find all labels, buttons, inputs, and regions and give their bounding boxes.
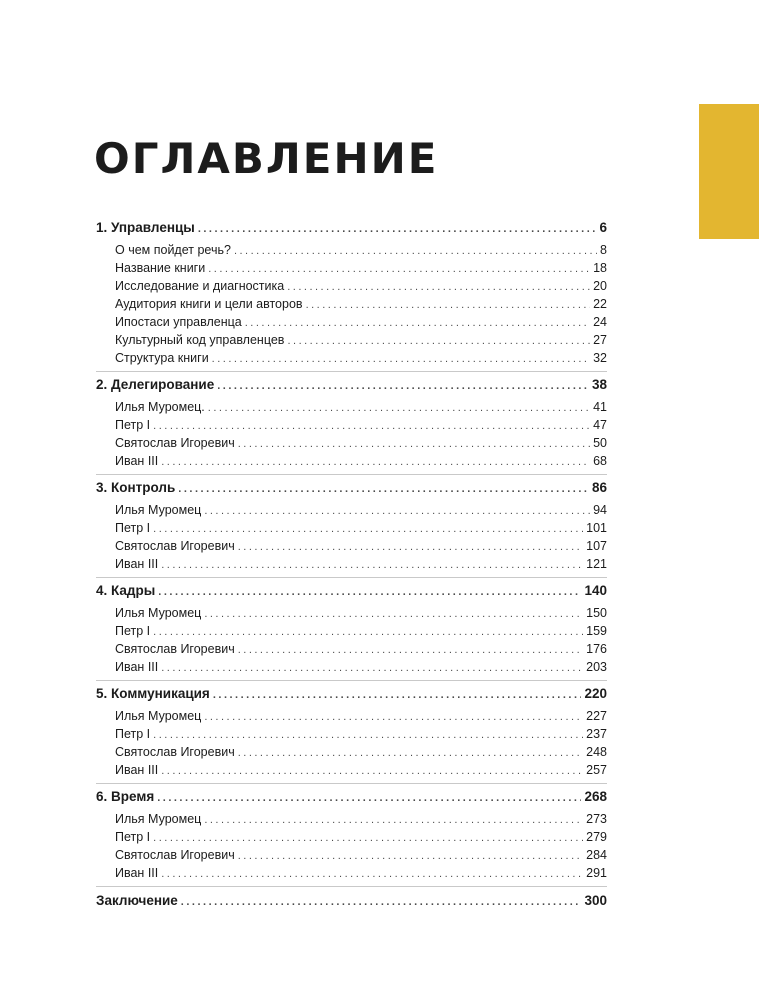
yellow-side-tab	[699, 104, 759, 239]
item-page-number: 22	[593, 297, 607, 311]
chapter-section	[96, 578, 607, 681]
dot-leader	[208, 399, 590, 417]
item-page-number: 237	[586, 727, 607, 741]
toc-chapter-row[interactable]	[96, 784, 607, 810]
conclusion-page-number: 300	[584, 893, 607, 908]
item-title: Святослав Игоревич	[115, 642, 235, 656]
item-page-number: 273	[586, 812, 607, 826]
item-page-number: 227	[586, 709, 607, 723]
page-title: ОГЛАВЛЕНИЕ	[94, 134, 439, 183]
chapter-title: 6. Время	[96, 789, 155, 804]
dot-leader	[238, 538, 583, 556]
item-page-number: 27	[593, 333, 607, 347]
toc-item-row[interactable]	[96, 398, 607, 416]
toc-item-row[interactable]	[96, 725, 607, 743]
dot-leader	[204, 502, 590, 520]
dot-leader	[287, 332, 590, 350]
dot-leader	[213, 682, 582, 708]
toc-item-row[interactable]	[96, 313, 607, 331]
item-title: Культурный код управленцев	[115, 333, 285, 347]
item-title: Илья Муромец	[115, 709, 202, 723]
toc-item-row[interactable]	[96, 761, 607, 779]
item-title: Название книги	[115, 261, 206, 275]
item-page-number: 279	[586, 830, 607, 844]
dot-leader	[217, 373, 589, 399]
item-page-number: 50	[593, 436, 607, 450]
dot-leader	[153, 623, 583, 641]
item-title: Петр I	[115, 624, 151, 638]
chapter-title: 4. Кадры	[96, 583, 156, 598]
dot-leader	[238, 847, 583, 865]
chapter-title: 1. Управленцы	[96, 220, 195, 235]
toc-item-row[interactable]	[96, 622, 607, 640]
item-page-number: 257	[586, 763, 607, 777]
item-title: Святослав Игоревич	[115, 436, 235, 450]
toc-item-row[interactable]	[96, 640, 607, 658]
toc-item-row[interactable]	[96, 537, 607, 555]
item-page-number: 32	[593, 351, 607, 365]
toc-item-row[interactable]	[96, 828, 607, 846]
item-page-number: 284	[586, 848, 607, 862]
toc-chapter-row[interactable]	[96, 578, 607, 604]
item-title: Иван III	[115, 557, 159, 571]
toc-item-row[interactable]	[96, 555, 607, 573]
toc-item-row[interactable]	[96, 452, 607, 470]
chapter-page-number: 220	[584, 686, 607, 701]
chapter-section	[96, 215, 607, 372]
item-title: Святослав Игоревич	[115, 745, 235, 759]
dot-leader	[181, 888, 582, 916]
toc-item-row[interactable]	[96, 743, 607, 761]
item-page-number: 18	[593, 261, 607, 275]
chapter-page-number: 6	[599, 220, 607, 235]
chapter-page-number: 140	[584, 583, 607, 598]
dot-leader	[238, 641, 583, 659]
toc-item-row[interactable]	[96, 501, 607, 519]
dot-leader	[178, 476, 589, 502]
toc-item-row[interactable]	[96, 416, 607, 434]
dot-leader	[238, 744, 583, 762]
dot-leader	[158, 579, 581, 605]
item-title: Петр I	[115, 521, 151, 535]
item-page-number: 41	[593, 400, 607, 414]
item-page-number: 8	[600, 243, 607, 257]
toc-item-row[interactable]	[96, 277, 607, 295]
dot-leader	[287, 278, 590, 296]
toc-conclusion-row[interactable]	[96, 887, 607, 915]
toc-item-row[interactable]	[96, 295, 607, 313]
dot-leader	[198, 216, 597, 242]
dot-leader	[204, 811, 583, 829]
item-title: Святослав Игоревич	[115, 848, 235, 862]
item-page-number: 291	[586, 866, 607, 880]
dot-leader	[204, 605, 583, 623]
item-title: Исследование и диагностика	[115, 279, 285, 293]
dot-leader	[161, 453, 590, 471]
chapter-section	[96, 681, 607, 784]
dot-leader	[161, 659, 583, 677]
item-title: Иван III	[115, 866, 159, 880]
table-of-contents	[96, 215, 607, 915]
toc-item-row[interactable]	[96, 519, 607, 537]
item-page-number: 159	[586, 624, 607, 638]
item-page-number: 203	[586, 660, 607, 674]
dot-leader	[153, 829, 583, 847]
dot-leader	[204, 708, 583, 726]
item-title: Аудитория книги и цели авторов	[115, 297, 303, 311]
conclusion-title: Заключение	[96, 893, 178, 908]
toc-item-row[interactable]	[96, 707, 607, 725]
dot-leader	[212, 350, 590, 368]
toc-item-row[interactable]	[96, 604, 607, 622]
item-page-number: 20	[593, 279, 607, 293]
dot-leader	[161, 556, 583, 574]
item-page-number: 121	[586, 557, 607, 571]
toc-item-row[interactable]	[96, 846, 607, 864]
item-title: Петр I	[115, 830, 151, 844]
chapter-page-number: 38	[591, 377, 607, 392]
dot-leader	[157, 785, 581, 811]
item-page-number: 68	[593, 454, 607, 468]
dot-leader	[306, 296, 591, 314]
dot-leader	[161, 865, 583, 883]
item-title: Иван III	[115, 660, 159, 674]
item-title: Илья Муромец	[115, 812, 202, 826]
toc-chapter-row[interactable]	[96, 681, 607, 707]
item-page-number: 24	[593, 315, 607, 329]
toc-item-row[interactable]	[96, 658, 607, 676]
item-page-number: 176	[586, 642, 607, 656]
item-page-number: 101	[586, 521, 607, 535]
item-title: Святослав Игоревич	[115, 539, 235, 553]
chapter-page-number: 268	[584, 789, 607, 804]
dot-leader	[153, 520, 583, 538]
item-title: Иван III	[115, 763, 159, 777]
chapter-section	[96, 475, 607, 578]
dot-leader	[238, 435, 590, 453]
toc-item-row[interactable]	[96, 241, 607, 259]
dot-leader	[208, 260, 590, 278]
item-page-number: 107	[586, 539, 607, 553]
item-title: Илья Муромец	[115, 503, 202, 517]
chapter-section	[96, 784, 607, 887]
dot-leader	[245, 314, 590, 332]
toc-item-row[interactable]	[96, 810, 607, 828]
dot-leader	[153, 417, 590, 435]
toc-chapter-row[interactable]	[96, 372, 607, 398]
item-page-number: 248	[586, 745, 607, 759]
chapter-page-number: 86	[591, 480, 607, 495]
toc-item-row[interactable]	[96, 864, 607, 882]
toc-chapter-row[interactable]	[96, 215, 607, 241]
toc-item-row[interactable]	[96, 434, 607, 452]
item-title: Петр I	[115, 727, 151, 741]
item-title: О чем пойдет речь?	[115, 243, 231, 257]
item-title: Структура книги	[115, 351, 209, 365]
dot-leader	[153, 726, 583, 744]
dot-leader	[161, 762, 583, 780]
chapter-title: 5. Коммуникация	[96, 686, 210, 701]
toc-item-row[interactable]	[96, 331, 607, 349]
toc-item-row[interactable]	[96, 349, 607, 367]
item-title: Иван III	[115, 454, 159, 468]
item-title: Ипостаси управленца	[115, 315, 242, 329]
item-page-number: 94	[593, 503, 607, 517]
chapter-section	[96, 372, 607, 475]
item-page-number: 150	[586, 606, 607, 620]
dot-leader	[234, 242, 597, 260]
item-title: Илья Муромец	[115, 606, 202, 620]
toc-item-row[interactable]	[96, 259, 607, 277]
item-page-number: 47	[593, 418, 607, 432]
toc-chapter-row[interactable]	[96, 475, 607, 501]
item-title: Петр I	[115, 418, 151, 432]
chapter-title: 2. Делегирование	[96, 377, 215, 392]
item-title: Илья Муромец.	[115, 400, 205, 414]
chapter-title: 3. Контроль	[96, 480, 176, 495]
